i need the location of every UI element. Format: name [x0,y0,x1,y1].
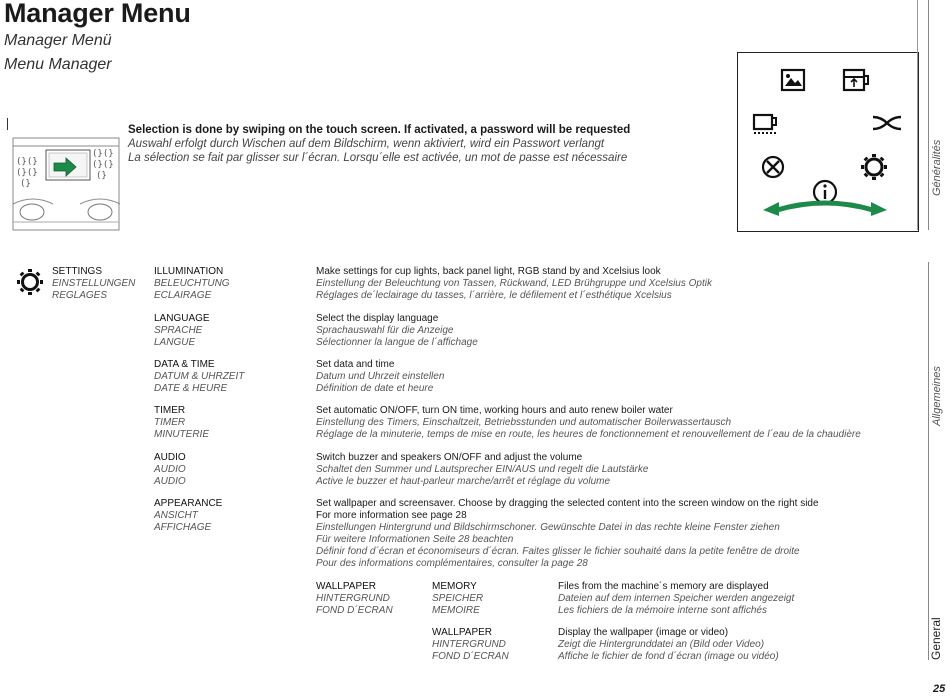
desc-line: Switch buzzer and speakers ON/OFF and adjust the volume [316,452,583,463]
subitem-en: WALLPAPER [316,581,377,592]
item-desc-audio [316,452,648,488]
settings-label-fr: REGLAGES [52,290,108,301]
desc-line: Sprachauswahl für die Anzeige [316,325,454,336]
svg-text:(}(}: (}(} [92,149,114,159]
subitem-desc-wallpaper [558,627,779,663]
intro-text-en: Selection is done by swiping on the touch screen. If activated, a password will be requested [128,124,631,136]
side-label-de: Allgemeines [931,366,943,426]
side-rule-2 [928,262,929,660]
desc-line: Für weitere Informationen Seite 28 beachten [316,534,514,545]
item-name-de: TIMER [154,417,186,428]
service-tools-icon[interactable] [763,157,783,177]
settings-label-de: EINSTELLUNGEN [52,278,136,289]
subitem-fr: FOND D´ECRAN [432,651,509,662]
desc-line: Réglages de´leclairage du tasses, l´arrière, le défilement et l´esthétique Xcelsius [316,290,672,301]
desc-line: Set automatic ON/OFF, turn ON time, working hours and auto renew boiler water [316,405,673,416]
page-number: 25 [933,683,946,695]
item-desc-date-time [316,359,444,395]
item-name-de: AUDIO [154,464,186,475]
item-desc-language [316,313,478,349]
svg-text:(}(}: (}(} [16,168,38,178]
desc-line: Make settings for cup lights, back panel light, RGB stand by and Xcelsius look [316,266,661,277]
settings-label [52,266,135,302]
desc-line: Datum und Uhrzeit einstellen [316,371,445,382]
cup-menu-icon[interactable] [844,70,868,90]
desc-line: Pour des informations complémentaires, consulter la page 28 [316,558,588,569]
item-name-en: TIMER [154,405,186,416]
page-subtitle-fr: Menu Manager [4,56,112,73]
subitem-wallpaper [316,581,393,617]
desc-line: Active le buzzer et haut-parleur marche/arrêt et réglage du volume [316,476,611,487]
item-name-audio [154,452,186,488]
subitem-de: HINTERGRUND [316,593,390,604]
item-desc-appearance [316,498,819,570]
desc-line: Einstellungen Hintergrund und Bildschirmschoner. Gewünschte Datei in das rechte kleine Fenster ziehen [316,522,780,533]
desc-line: Les fichiers de la mémoire interne sont affichés [558,605,767,616]
subitem-de: SPEICHER [432,593,484,604]
cup-heater-icon[interactable] [754,115,776,133]
wallpaper-icon[interactable] [782,70,804,90]
item-name-en: LANGUAGE [154,313,210,324]
desc-line: Définition de date et heure [316,383,434,394]
subitem-fr: FOND D´ECRAN [316,605,393,616]
crossing-arrows-icon[interactable] [873,117,901,129]
desc-line: Zeigt die Hintergrunddatei an (Bild oder Video) [558,639,765,650]
item-name-de: BELEUCHTUNG [154,278,230,289]
item-desc-timer [316,405,861,441]
machine-illustration [10,118,122,232]
desc-line: Einstellung des Timers, Einschaltzeit, Betriebsstunden und automatischer Boilerwassertausch [316,417,732,428]
subitem-memory [432,581,483,617]
subitem-desc-memory [558,581,794,617]
subitem-de: HINTERGRUND [432,639,506,650]
item-name-language [154,313,210,349]
intro-text-de: Auswahl erfolgt durch Wischen auf dem Bildschirm, wenn aktiviert, wird ein Passwort verlangt [128,138,605,150]
desc-line: Sélectionner la langue de l´affichage [316,337,478,348]
item-name-de: DATUM & UHRZEIT [154,371,245,382]
subitem-en: WALLPAPER [432,627,493,638]
page-title: Manager Menu [4,0,191,28]
desc-line: Files from the machine´s memory are displayed [558,581,769,592]
item-name-fr: AFFICHAGE [154,522,212,533]
desc-line: Affiche le fichier de fond d´écran (image ou vidéo) [558,651,779,662]
page-subtitle-de: Manager Menü [4,32,112,49]
item-name-appearance [154,498,222,534]
desc-line: Einstellung der Beleuchtung von Tassen, Rückwand, LED Brühgruppe und Xcelsius Optik [316,278,712,289]
item-name-de: ANSICHT [154,510,198,521]
desc-line: Display the wallpaper (image or video) [558,627,729,638]
settings-label-en: SETTINGS [52,266,103,277]
item-name-fr: ECLAIRAGE [154,290,212,301]
subitem-en: MEMORY [432,581,477,592]
item-name-timer [154,405,209,441]
intro-text-fr: La sélection se fait par glisser sur l´écran. Lorsqu´elle est activée, un mot de passe est nécessaire [128,152,628,164]
gear-icon[interactable] [861,154,887,180]
swipe-arrow-icon [763,202,887,216]
item-name-fr: DATE & HEURE [154,383,228,394]
subitem-wallpaper-display [432,627,509,663]
desc-line: For more information see page 28 [316,510,467,521]
subitem-fr: MEMOIRE [432,605,480,616]
settings-gear-icon [16,268,44,296]
item-name-fr: LANGUE [154,337,196,348]
item-name-en: APPEARANCE [154,498,223,509]
desc-line: Réglage de la minuterie, temps de mise en route, les heures de fonctionnement et renouvellement de l´eau de la chaudière [316,429,861,440]
svg-text:(}(}: (}(} [92,160,114,170]
desc-line: Schaltet den Summer und Lautsprecher EIN/AUS und regelt die Lautstärke [316,464,649,475]
info-icon[interactable] [814,181,836,203]
item-name-en: ILLUMINATION [154,266,224,277]
menu-icons [737,52,917,230]
desc-line: Set wallpaper and screensaver. Choose by dragging the selected content into the screen window on the right side [316,498,819,509]
desc-line: Dateien auf dem internen Speicher werden angezeigt [558,593,795,604]
svg-text:(}(}: (}(} [16,157,38,167]
item-name-illumination [154,266,230,302]
item-name-fr: MINUTERIE [154,429,209,440]
item-name-date-time [154,359,244,395]
side-rule-1 [928,0,929,230]
desc-line: Set data and time [316,359,395,370]
desc-line: Select the display language [316,313,439,324]
side-label-fr: Généralités [931,139,943,196]
item-name-en: AUDIO [154,452,186,463]
divider-line [917,0,918,230]
item-name-de: SPRACHE [154,325,203,336]
side-label-en: General [929,617,943,660]
item-name-en: DATA & TIME [154,359,215,370]
item-desc-illumination [316,266,712,302]
svg-text:(}: (} [96,171,107,181]
desc-line: Définir fond d´écran et économiseurs d´écran. Faites glisser le fichier souhaité dans la petite fenêtre de droite [316,546,800,557]
svg-text:(}: (} [20,179,31,189]
item-name-fr: AUDIO [154,476,186,487]
